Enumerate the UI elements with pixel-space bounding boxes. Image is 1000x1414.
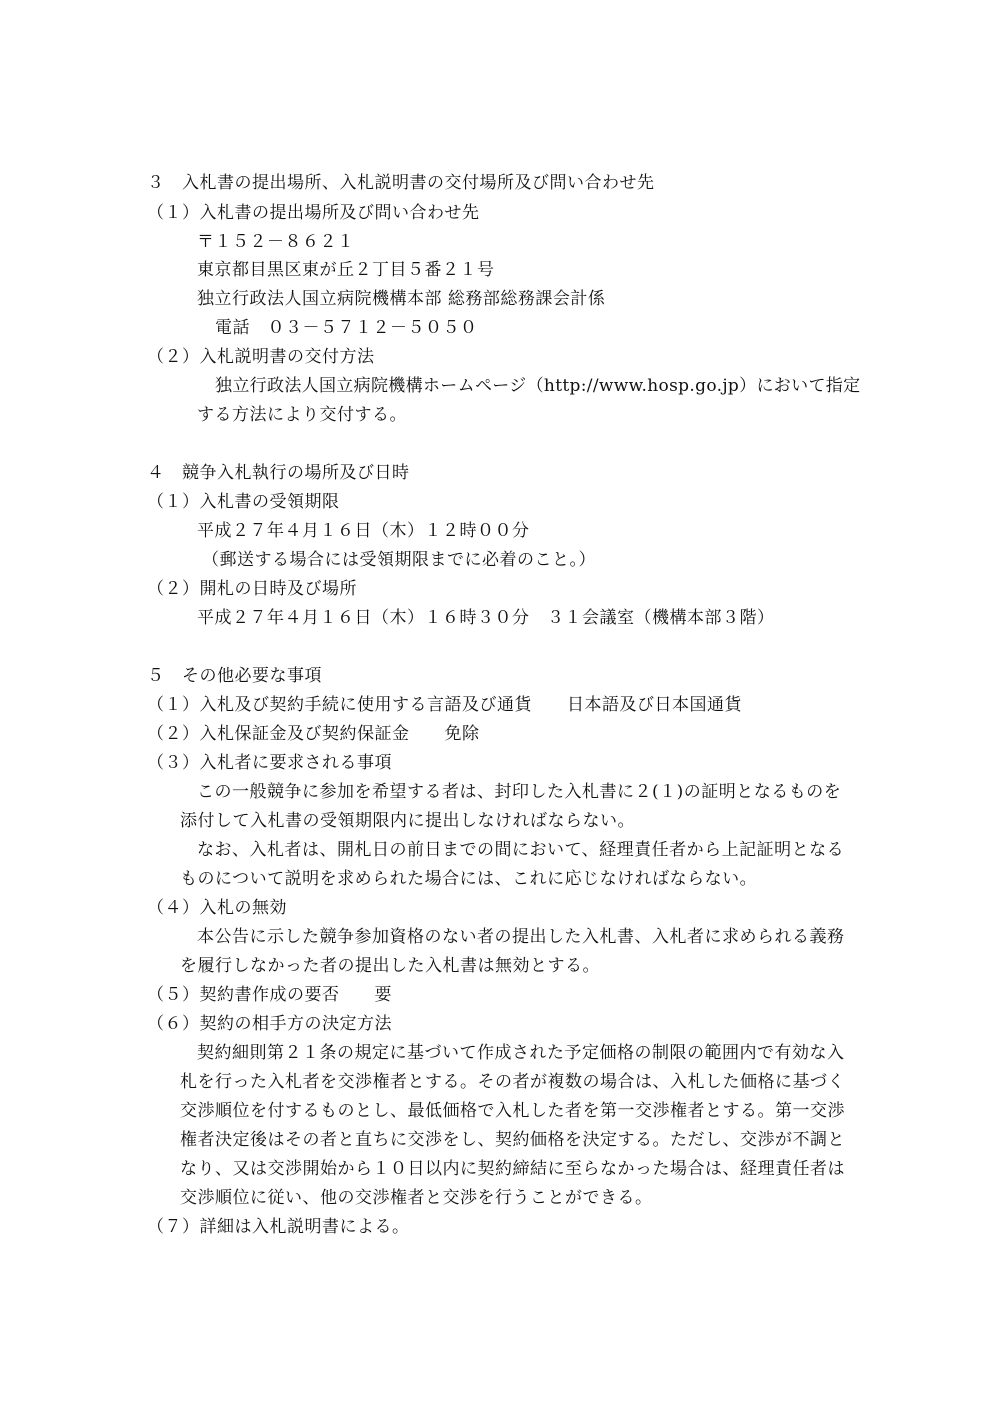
mail-note: （郵送する場合には受領期限までに必着のこと。） <box>202 550 596 570</box>
delivery-method-line-2: する方法により交付する。 <box>197 405 407 425</box>
organization: 独立行政法人国立病院機構本部 総務部総務課会計係 <box>197 289 606 309</box>
section-3-item-2-label: （２）入札説明書の交付方法 <box>147 347 375 367</box>
section-5-item-1: （１）入札及び契約手続に使用する言語及び通貨 日本語及び日本国通貨 <box>147 695 742 715</box>
requirements-para-1-line-2: 添付して入札書の受領期限内に提出しなければならない。 <box>180 811 635 831</box>
delivery-method-line-1: 独立行政法人国立病院機構ホームページ（http://www.hosp.go.jp）において指定 <box>215 376 861 396</box>
section-5-item-6-label: （６）契約の相手方の決定方法 <box>147 1014 392 1034</box>
section-5-item-2: （２）入札保証金及び契約保証金 免除 <box>147 724 480 744</box>
section-3-heading: ３ 入札書の提出場所、入札説明書の交付場所及び問い合わせ先 <box>147 173 655 193</box>
requirements-para-2-line-1: なお、入札者は、開札日の前日までの間において、経理責任者から上記証明となる <box>197 840 845 860</box>
section-4-item-1-label: （１）入札書の受領期限 <box>147 492 340 512</box>
decision-method-line-3: 交渉順位を付するものとし、最低価格で入札した者を第一交渉権者とする。第一交渉 <box>180 1101 845 1121</box>
section-4-item-2-label: （２）開札の日時及び場所 <box>147 579 357 599</box>
invalid-bid-line-2: を履行しなかった者の提出した入札書は無効とする。 <box>180 956 600 976</box>
requirements-para-2-line-2: ものについて説明を求められた場合には、これに応じなければならない。 <box>180 869 758 889</box>
decision-method-line-4: 権者決定後はその者と直ちに交渉をし、契約価格を決定する。ただし、交渉が不調と <box>180 1130 845 1150</box>
decision-method-line-1: 契約細則第２１条の規定に基づいて作成された予定価格の制限の範囲内で有効な入 <box>197 1043 845 1063</box>
section-5-heading: ５ その他必要な事項 <box>147 666 322 686</box>
section-3-item-1-label: （１）入札書の提出場所及び問い合わせ先 <box>147 203 480 223</box>
address: 東京都目黒区東が丘２丁目５番２１号 <box>197 260 495 280</box>
postal-code: 〒１５２－８６２１ <box>197 232 355 252</box>
receipt-deadline: 平成２７年４月１６日（木）１２時００分 <box>197 521 530 541</box>
section-5-item-5: （５）契約書作成の要否 要 <box>147 985 392 1005</box>
section-4-heading: ４ 競争入札執行の場所及び日時 <box>147 463 410 483</box>
section-5-item-4-label: （４）入札の無効 <box>147 898 287 918</box>
section-5-item-7: （７）詳細は入札説明書による。 <box>147 1217 410 1237</box>
decision-method-line-2: 札を行った入札者を交渉権者とする。その者が複数の場合は、入札した価格に基づく <box>180 1072 845 1092</box>
invalid-bid-line-1: 本公告に示した競争参加資格のない者の提出した入札書、入札者に求められる義務 <box>197 927 845 947</box>
decision-method-line-6: 交渉順位に従い、他の交渉権者と交渉を行うことができる。 <box>180 1188 653 1208</box>
decision-method-line-5: なり、又は交渉開始から１０日以内に契約締結に至らなかった場合は、経理責任者は <box>180 1159 845 1179</box>
opening-datetime-place: 平成２７年４月１６日（木）１６時３０分 ３１会議室（機構本部３階） <box>197 608 775 628</box>
phone: 電話 ０３－５７１２－５０５０ <box>215 318 478 338</box>
section-5-item-3-label: （３）入札者に要求される事項 <box>147 753 392 773</box>
requirements-para-1-line-1: この一般競争に参加を希望する者は、封印した入札書に２(１)の証明となるものを <box>197 782 842 802</box>
